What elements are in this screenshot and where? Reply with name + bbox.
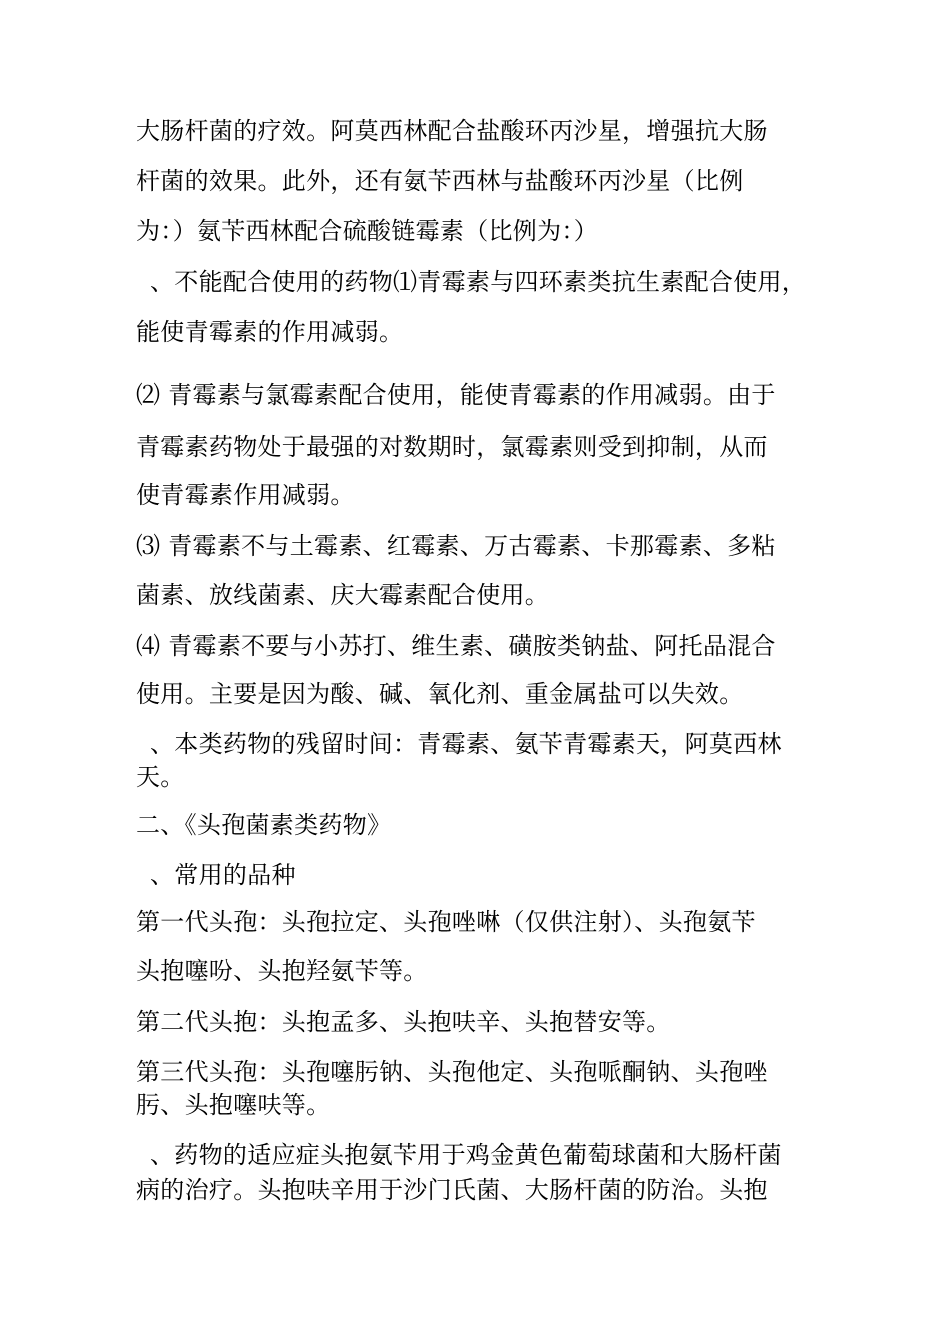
text-line: 菌素、放线菌素、庆大霉素配合使用。 — [136, 581, 550, 609]
text-line: 杆菌的效果。此外，还有氨苄西林与盐酸环丙沙星（比例 — [136, 167, 744, 195]
text-line: 第一代头孢：头孢拉定、头孢唑啉（仅供注射）、头孢氨苄 — [136, 908, 756, 936]
text-line: ⑶ 青霉素不与土霉素、红霉素、万古霉素、卡那霉素、多粘 — [136, 532, 776, 560]
text-line: 大肠杆菌的疗效。阿莫西林配合盐酸环丙沙星，增强抗大肠 — [136, 117, 768, 145]
text-line: ⑷ 青霉素不要与小苏打、维生素、磺胺类钠盐、阿托品混合 — [136, 632, 776, 660]
text-line: 病的治疗。头抱呋辛用于沙门氏菌、大肠杆菌的防治。头抱 — [136, 1176, 768, 1204]
text-line: 使用。主要是因为酸、碱、氧化剂、重金属盐可以失效。 — [136, 680, 744, 708]
text-line: 使青霉素作用减弱。 — [136, 481, 355, 509]
text-line: 青霉素药物处于最强的对数期时，氯霉素则受到抑制，从而 — [136, 433, 768, 461]
text-line: 天。 — [136, 763, 185, 791]
text-line: ⑵ 青霉素与氯霉素配合使用，能使青霉素的作用减弱。由于 — [136, 381, 776, 409]
subsection-heading: 、常用的品种 — [150, 861, 296, 889]
section-heading: 二、《头孢菌素类药物》 — [136, 811, 392, 839]
text-line: 第二代头抱：头抱孟多、头抱呋辛、头抱替安等。 — [136, 1008, 671, 1036]
text-line: 、本类药物的残留时间：青霉素、氨苄青霉素天，阿莫西林 — [150, 730, 782, 758]
text-line: 、药物的适应症头抱氨苄用于鸡金黄色葡萄球菌和大肠杆菌 — [150, 1141, 782, 1169]
text-line: 第三代头孢：头孢噻肟钠、头孢他定、头孢哌酮钠、头孢唑 — [136, 1058, 768, 1086]
text-line: 头抱噻吩、头抱羟氨苄等。 — [136, 957, 428, 985]
text-line: 能使青霉素的作用减弱。 — [136, 318, 404, 346]
text-line: 为：）氨苄西林配合硫酸链霉素（比例为：） — [136, 217, 598, 245]
text-line: 、不能配合使用的药物⑴青霉素与四环素类抗生素配合使用， — [150, 268, 807, 296]
text-line: 肟、头抱噻呋等。 — [136, 1091, 331, 1119]
